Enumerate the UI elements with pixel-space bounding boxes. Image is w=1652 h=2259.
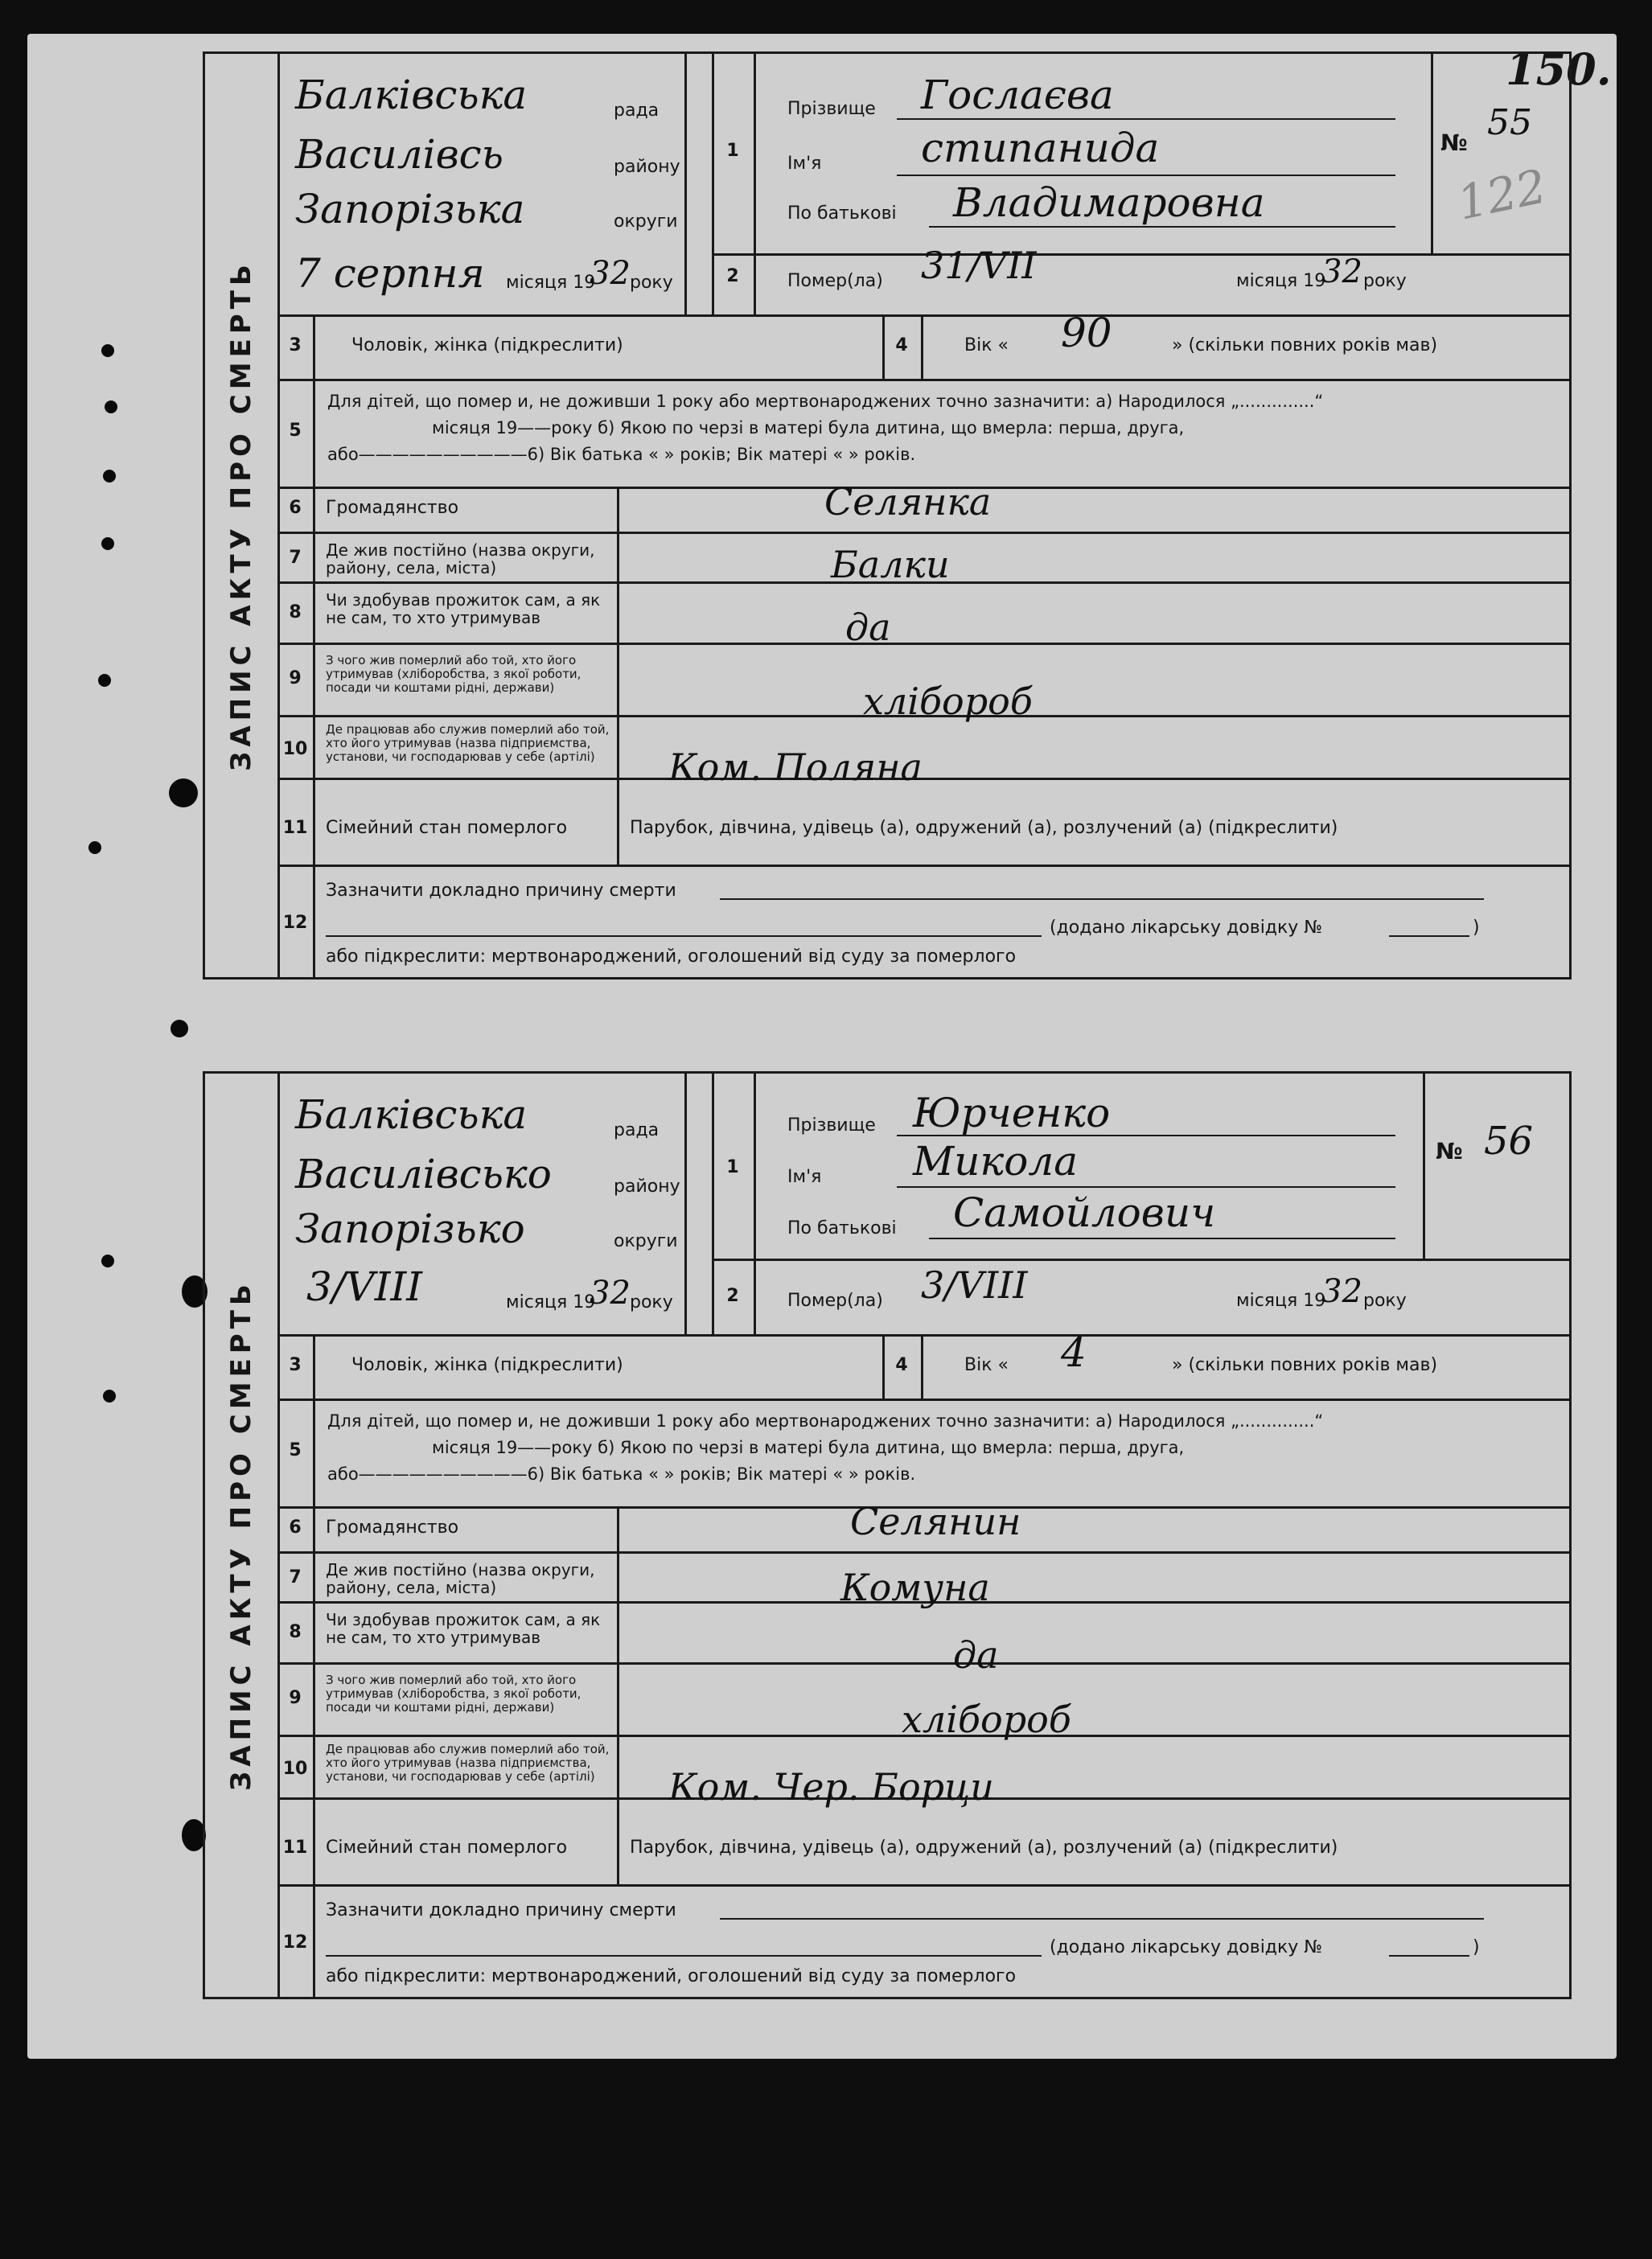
stillborn-label: або підкреслити: мертвонароджений, оголошений від суду за померлого — [326, 1966, 1017, 1986]
page-number: 150. — [1506, 43, 1612, 95]
marital-options: Парубок, дівчина, удівець (а), одружений (а), розлучений (а) (підкреслити) — [630, 818, 1338, 838]
death-month-label: місяця 19 — [1236, 1291, 1326, 1311]
death-roku-label: року — [1363, 271, 1407, 291]
sex-label: Чоловік, жінка (підкреслити) — [351, 335, 623, 355]
name-label: Ім'я — [787, 154, 822, 174]
cert-label: (додано лікарську довідку № — [1050, 918, 1323, 938]
binder-hole — [101, 537, 114, 550]
children-note: Для дітей, що помер и, не доживши 1 року або мертвонароджених точно зазначити: а) Народилося „..............“ місяця 19——року б) Якою по черзі в матері була дитина, що вмерла: перша, друга, або——————————6) Вік батька « » років; Вік матері « » років. — [327, 1411, 1324, 1484]
age-label: Вік « — [964, 335, 1009, 355]
month-year-label: місяця 19 — [506, 273, 596, 293]
rada-value: Балківська — [295, 1091, 528, 1138]
binder-hole — [103, 1390, 116, 1403]
cert-label: (додано лікарську довідку № — [1050, 1937, 1323, 1957]
marital-label: Сімейний стан померлого — [326, 818, 568, 838]
patronymic-label: По батькові — [787, 1218, 897, 1238]
okruha-value: Запорізька — [295, 186, 525, 232]
roku-label: року — [630, 1292, 673, 1312]
death-month-label: місяця 19 — [1236, 271, 1326, 291]
record-number-label: № — [1440, 129, 1468, 156]
workplace-label: Де працював або служив померлий або той, хто його утримував (назва підприємства, установи, чи господарював у себе (артілі) — [326, 722, 610, 764]
residence-value: Комуна — [840, 1566, 990, 1609]
died-label: Помер(ла) — [787, 271, 883, 291]
livelihood-label: Чи здобував прожиток сам, а як не сам, то хто утримував — [326, 1610, 601, 1647]
surname-label: Прізвище — [787, 1115, 876, 1136]
children-note: Для дітей, що помер и, не доживши 1 року або мертвонароджених точно зазначити: а) Народилося „..............“ місяця 19——року б) Якою по черзі в матері була дитина, що вмерла: перша, друга, або——————————6) Вік батька « » років; Вік матері « » років. — [327, 392, 1324, 464]
cause-label: Зазначити докладно причину смерти — [326, 1900, 676, 1920]
form-side-title-box — [205, 54, 280, 977]
binder-hole — [171, 1020, 188, 1037]
rayon-value: Василівсь — [295, 131, 503, 178]
occupation-value: хлібороб — [863, 680, 1033, 723]
workplace-label: Де працював або служив померлий або той, хто його утримував (назва підприємства, установи, чи господарював у себе (артілі) — [326, 1742, 610, 1784]
month-year-label: місяця 19 — [506, 1292, 596, 1312]
surname-label: Прізвище — [787, 99, 876, 119]
death-record-form-1: ЗАПИС АКТУ ПРО СМЕРТЬ Балківська рада Василівсь району Запорізька округи 7 серпня місяця 19 32 року 1 2 Прізвище Гослаєва Ім'я стипанида По батькові Владимаровна № 55 Помер(ла) 31/VII місяця 19 32 року 3 Чоловік, жінка (підкреслити) 4 Вік « 90 » (скільки повних років мав) 5 Для дітей, що помер и, не доживши 1 року або мертвонароджених точно зазначити: а) Народилося „..............“ місяця 19——року б) Якою по черзі в матері була дитина, що вмерла: перша, друга, або——————————6) Вік батька « » років; Вік матері « » років. 6 Громадянство Селянка 7 Де жив постійно (назва округи, району, села, міста) Балки 8 Чи здобував прожиток сам, а як не сам, то хто утримував да 9 З чого жив померлий або той, хто його утримував (хліборобства, з якої роботи, посади чи коштами рідні, держави) хлібороб 10 Де працював або служив померлий або той, хто його утримував (назва підприємства, установи, чи господарював у себе (артілі) Ком. Поляна 11 Сімейний стан померлого Парубок, дівчина, удівець (а), одружений (а), розлучений (а) (підкреслити) 12 Зазначити докладно причину смерти (додано лікарську довідку № ) або підкреслити: мертвонароджений, оголошений від суду за померлого — [203, 51, 1572, 980]
sex-label: Чоловік, жінка (підкреслити) — [351, 1355, 623, 1375]
patronymic-value: Владимаровна — [953, 179, 1265, 226]
age-value: 90 — [1061, 310, 1112, 356]
okruha-label: округи — [614, 212, 678, 232]
rada-label: рада — [614, 1120, 660, 1140]
death-date: 31/VII — [921, 244, 1037, 287]
surname-value: Юрченко — [913, 1090, 1111, 1136]
record-number: 56 — [1484, 1119, 1534, 1164]
residence-label: Де жив постійно (назва округи, району, села, міста) — [326, 540, 595, 577]
marital-options: Парубок, дівчина, удівець (а), одружений (а), розлучений (а) (підкреслити) — [630, 1838, 1338, 1858]
roku-label: року — [630, 273, 673, 293]
rayon-label: району — [614, 157, 680, 177]
death-year: 32 — [1321, 1273, 1362, 1310]
citizenship-value: Селянка — [824, 480, 992, 524]
residence-value: Балки — [831, 543, 950, 586]
form-title: ЗАПИС АКТУ ПРО СМЕРТЬ — [225, 1279, 257, 1791]
cause-label: Зазначити докладно причину смерти — [326, 881, 676, 901]
citizenship-label: Громадянство — [326, 1518, 459, 1538]
binder-hole — [101, 1255, 114, 1267]
registration-year: 32 — [590, 255, 631, 292]
rayon-label: району — [614, 1177, 680, 1197]
okruha-value: Запорізько — [295, 1205, 525, 1252]
record-number-label: № — [1436, 1138, 1463, 1164]
livelihood-value: да — [953, 1633, 999, 1677]
workplace-value: Ком. Чер. Борци — [668, 1765, 994, 1809]
registration-day: 7 серпня — [295, 250, 485, 297]
record-number: 55 — [1487, 102, 1532, 143]
okruha-label: округи — [614, 1231, 678, 1251]
rayon-value: Василівсько — [295, 1151, 552, 1197]
livelihood-label: Чи здобував прожиток сам, а як не сам, то хто утримував — [326, 590, 601, 627]
citizenship-label: Громадянство — [326, 498, 459, 518]
occupation-label: З чого жив померлий або той, хто його утримував (хліборобства, з якої роботи, посади чи коштами рідні, держави) — [326, 1673, 581, 1715]
registration-day: 3/VIII — [306, 1263, 423, 1310]
workplace-value: Ком. Поляна — [668, 745, 923, 789]
binder-hole — [98, 674, 111, 687]
citizenship-value: Селянин — [850, 1500, 1021, 1543]
binder-hole — [101, 344, 114, 357]
binder-hole — [169, 778, 198, 807]
name-label: Ім'я — [787, 1167, 822, 1187]
patronymic-label: По батькові — [787, 203, 897, 224]
archive-mark: 122 — [1453, 158, 1551, 231]
binder-hole — [88, 841, 101, 854]
death-record-form-2: ЗАПИС АКТУ ПРО СМЕРТЬ Балківська рада Василівсько району Запорізько округи 3/VIII місяця 19 32 року 1 2 Прізвище Юрченко Ім'я Микола По батькові Самойлович № 56 Помер(ла) 3/VIII місяця 19 32 року 3 Чоловік, жінка (підкреслити) 4 Вік « 4 » (скільки повних років мав) 5 Для дітей, що помер и, не доживши 1 року або мертвонароджених точно зазначити: а) Народилося „..............“ місяця 19——року б) Якою по черзі в матері була дитина, що вмерла: перша, друга, або——————————6) Вік батька « » років; Вік матері « » років. 6 Громадянство Селянин 7 Де жив постійно (назва округи, району, села, міста) Комуна 8 Чи здобував прожиток сам, а як не сам, то хто утримував да 9 З чого жив померлий або той, хто його утримував (хліборобства, з якої роботи, посади чи коштами рідні, держави) хлібороб 10 Де працював або служив померлий або той, хто його утримував (назва підприємства, установи, чи господарював у себе (артілі) Ком. Чер. Борци 11 Сімейний стан померлого Парубок, дівчина, удівець (а), одружений (а), розлучений (а) (підкреслити) 12 Зазначити докладно причину смерти (додано лікарську довідку № ) або підкреслити: мертвонароджений, оголошений від суду за померлого — [203, 1071, 1572, 1999]
occupation-value: хлібороб — [902, 1698, 1071, 1741]
form-side-title-box — [205, 1074, 280, 1997]
name-value: Микола — [913, 1138, 1079, 1185]
death-roku-label: року — [1363, 1291, 1407, 1311]
occupation-label: З чого жив померлий або той, хто його утримував (хліборобства, з якої роботи, посади чи коштами рідні, держави) — [326, 653, 581, 695]
stillborn-label: або підкреслити: мертвонароджений, оголошений від суду за померлого — [326, 947, 1017, 967]
age-suffix: » (скільки повних років мав) — [1172, 335, 1438, 355]
death-date: 3/VIII — [921, 1263, 1028, 1307]
name-value: стипанида — [921, 125, 1160, 171]
died-label: Помер(ла) — [787, 1291, 883, 1311]
age-suffix: » (скільки повних років мав) — [1172, 1355, 1438, 1375]
livelihood-value: да — [845, 606, 891, 649]
binder-hole — [105, 400, 117, 413]
surname-value: Гослаєва — [921, 72, 1114, 118]
death-year: 32 — [1321, 253, 1362, 290]
binder-hole — [103, 470, 116, 483]
age-value: 4 — [1061, 1329, 1087, 1376]
age-label: Вік « — [964, 1355, 1009, 1375]
rada-label: рада — [614, 101, 660, 121]
residence-label: Де жив постійно (назва округи, району, села, міста) — [326, 1560, 595, 1597]
form-title: ЗАПИС АКТУ ПРО СМЕРТЬ — [225, 260, 257, 771]
marital-label: Сімейний стан померлого — [326, 1838, 568, 1858]
registration-year: 32 — [590, 1275, 631, 1312]
rada-value: Балківська — [295, 72, 528, 118]
patronymic-value: Самойлович — [953, 1189, 1216, 1236]
